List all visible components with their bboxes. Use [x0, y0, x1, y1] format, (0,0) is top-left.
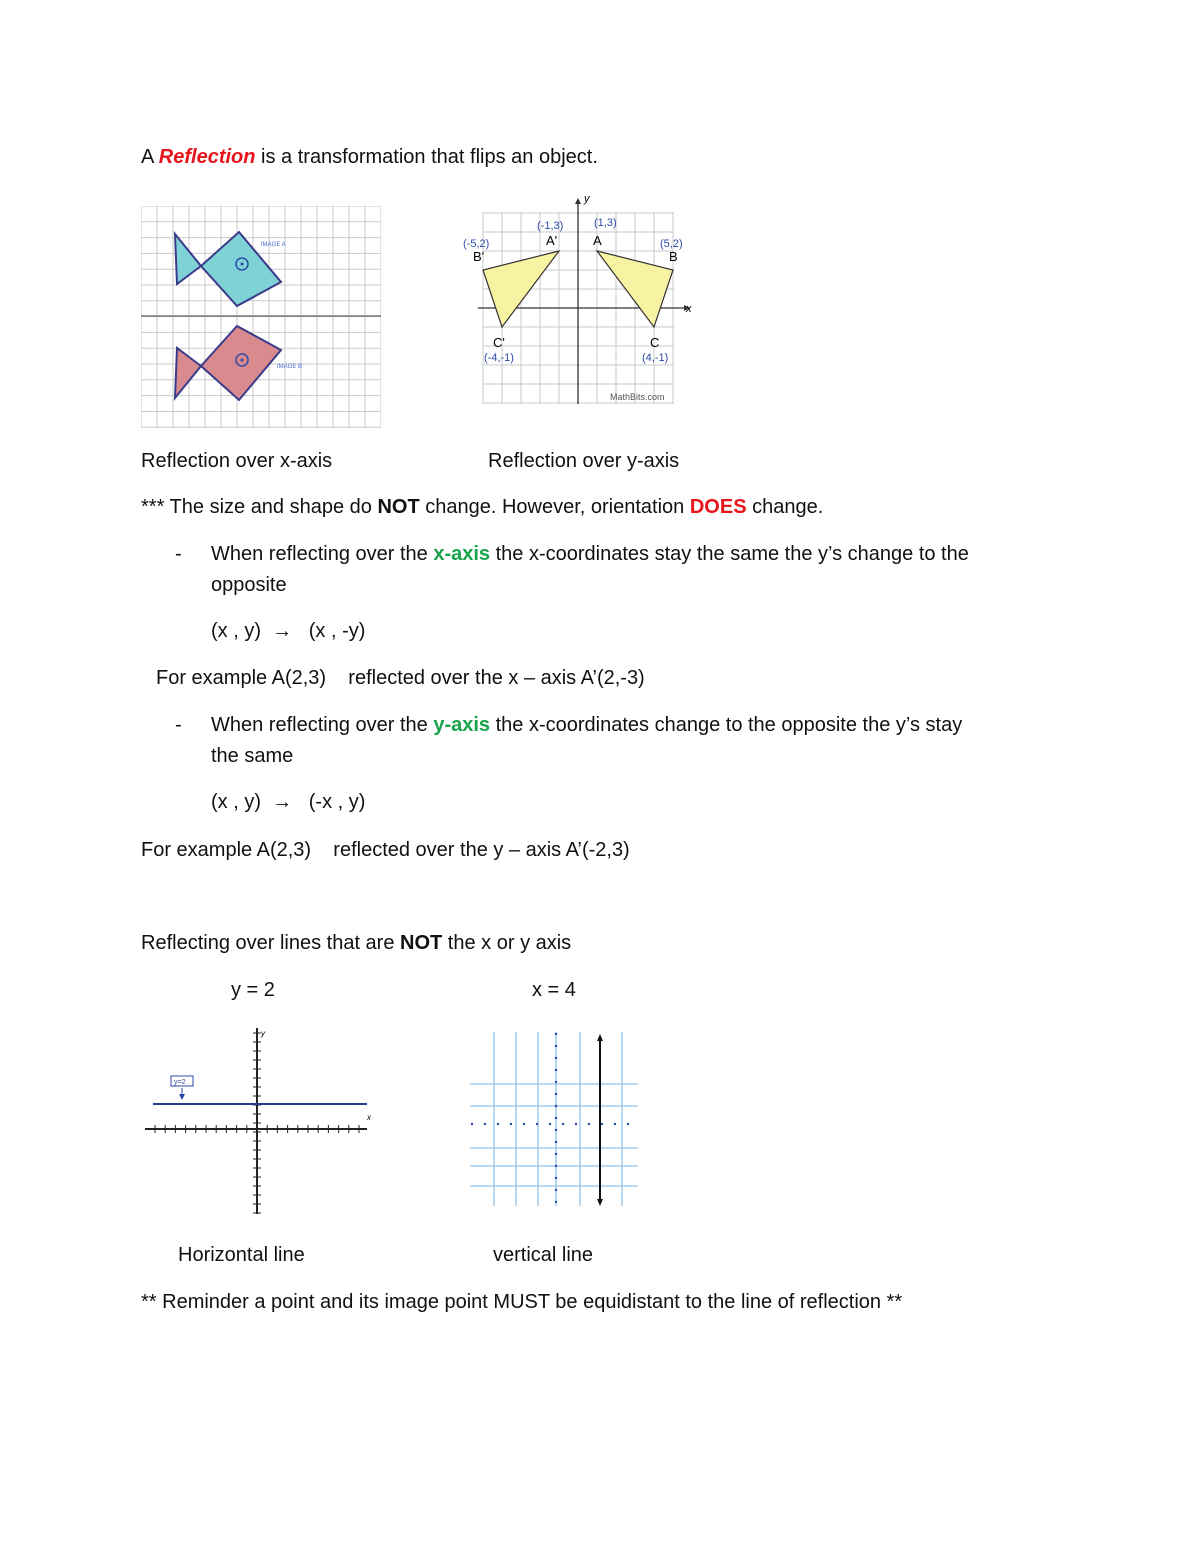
- point-B-label: B: [669, 249, 678, 264]
- other-not: NOT: [400, 932, 443, 954]
- intro-line: [141, 144, 598, 170]
- svg-text:y: y: [261, 1029, 265, 1038]
- fish-bottom-tail: [175, 348, 201, 398]
- point-A-label: A: [593, 233, 602, 248]
- y-axis-label: y: [584, 193, 590, 205]
- rule-x-axis: x-axis: [433, 543, 491, 565]
- rule-x-line2: opposite: [211, 574, 287, 596]
- triangle-caption: Reflection over y-axis: [488, 450, 680, 472]
- point-B-coord: (5,2): [660, 238, 683, 250]
- equation-y2: y = 2: [231, 979, 275, 1001]
- rule-x-pre: When reflecting over the: [211, 543, 434, 565]
- rule-y-line2: the same: [211, 745, 294, 767]
- mathbits-watermark: MathBits.com: [610, 392, 665, 402]
- rule-y-axis: y-axis: [433, 714, 491, 736]
- vertical-caption: vertical line: [493, 1244, 594, 1266]
- note-not: NOT: [377, 496, 420, 518]
- triangle-reflection-figure: [460, 190, 700, 412]
- fish-label-bottom: IMAGE B: [277, 364, 303, 370]
- rule-x-line1: [211, 541, 969, 567]
- rule-x-example: For example A(2,3) reflected over the x – axis A’(2,-3): [156, 667, 645, 689]
- note-orientation: [141, 494, 823, 520]
- other-lines-heading: [141, 930, 571, 956]
- note-pre: *** The size and shape do: [141, 496, 378, 518]
- fish-reflection-figure: [141, 206, 381, 428]
- rule-y-pre: When reflecting over the: [211, 714, 434, 736]
- fish-caption: Reflection over x-axis: [141, 450, 333, 472]
- x-axis-label: x: [686, 303, 692, 315]
- note-mid: change. However, orientation: [419, 496, 690, 518]
- horizontal-caption: Horizontal line: [178, 1244, 305, 1266]
- point-B1-coord: (-5,2): [463, 238, 490, 250]
- note-does: DOES: [689, 496, 747, 518]
- rule-x-post: the x-coordinates stay the same the y’s change to the: [490, 543, 969, 565]
- point-C-label: C: [650, 335, 660, 350]
- bullet-dash-x: -: [175, 543, 182, 565]
- horizontal-line-figure: [145, 1028, 375, 1218]
- rule-x-formula: (x , y) → (x , -y): [211, 620, 366, 642]
- other-post: the x or y axis: [442, 932, 572, 954]
- other-pre: Reflecting over lines that are: [141, 932, 401, 954]
- intro-a: A: [141, 146, 159, 168]
- reminder-note: ** Reminder a point and its image point MUST be equidistant to the line of reflection **: [141, 1291, 903, 1313]
- point-C-coord: (4,-1): [642, 352, 669, 364]
- vertical-line-figure: [468, 1030, 640, 1208]
- term-reflection: Reflection: [158, 146, 256, 168]
- note-post: change.: [746, 496, 824, 518]
- rule-y-post: the x-coordinates change to the opposite the y’s stay: [490, 714, 963, 736]
- bullet-dash-y: -: [175, 714, 182, 736]
- y2-box-label: y=2: [174, 1079, 186, 1086]
- fish-label-top: IMAGE A: [261, 242, 286, 248]
- point-C1-coord: (-4,-1): [484, 352, 514, 364]
- point-A-coord: (1,3): [594, 217, 617, 229]
- point-B1-label: B': [473, 249, 485, 264]
- intro-rest: is a transformation that flips an object.: [255, 146, 598, 168]
- rule-y-example: For example A(2,3) reflected over the y – axis A’(-2,3): [141, 839, 630, 861]
- fish-top-tail: [175, 234, 201, 284]
- equation-x4: x = 4: [532, 979, 576, 1001]
- point-C1-label: C': [493, 335, 505, 350]
- point-A1-label: A': [546, 233, 558, 248]
- rule-y-formula: (x , y) → (-x , y): [211, 791, 366, 813]
- rule-y-line1: [211, 712, 962, 738]
- point-A1-coord: (-1,3): [537, 220, 564, 232]
- svg-text:x: x: [367, 1113, 371, 1122]
